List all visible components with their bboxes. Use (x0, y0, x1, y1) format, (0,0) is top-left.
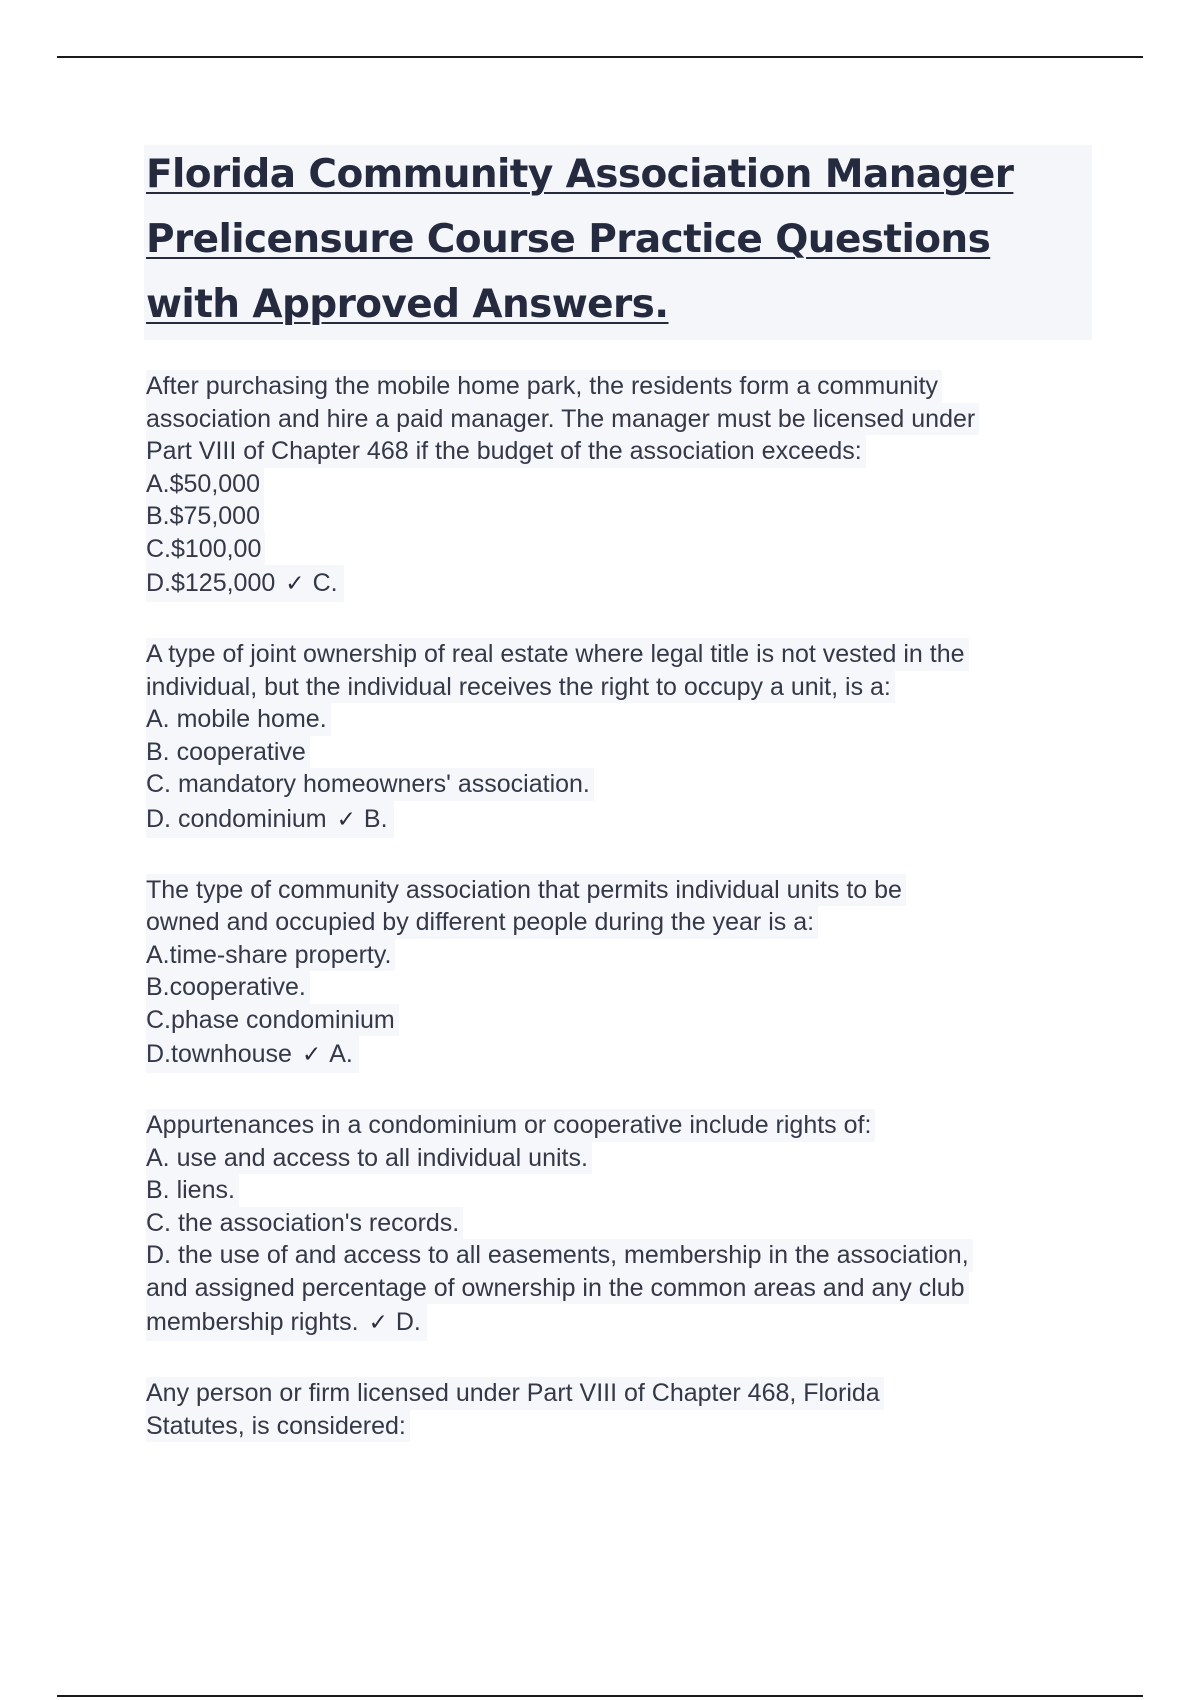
answer-option: B. liens. (146, 1174, 239, 1207)
answer-option: D. condominium (146, 804, 327, 833)
question-stem-line: Statutes, is considered: (146, 1410, 410, 1443)
answer-option: D. the use of and access to all easements, membership in the association, (146, 1239, 973, 1272)
answer-option: C.$100,00 (146, 533, 265, 566)
answer-option: A.$50,000 (146, 468, 264, 501)
answer-option: B.cooperative. (146, 971, 310, 1004)
answer-option: C. the association's records. (146, 1207, 463, 1240)
question-stem-line: A type of joint ownership of real estate where legal title is not vested in the (146, 638, 969, 671)
question-list (146, 370, 1096, 1478)
question-item (146, 874, 1096, 1074)
title-line: Florida Community Association Manager (146, 152, 1014, 197)
correct-answer: D. (395, 1308, 421, 1336)
answer-option: A. mobile home. (146, 703, 331, 736)
answer-option-continued: membership rights. (146, 1308, 359, 1336)
answer-option: C. mandatory homeowners' association. (146, 768, 594, 801)
final-option-with-answer (146, 801, 394, 838)
answer-option: A.time-share property. (146, 939, 395, 972)
final-option-with-answer (146, 1036, 359, 1073)
answer-option: B.$75,000 (146, 500, 264, 533)
answer-option: D.$125,000 (146, 569, 276, 597)
question-stem-line: Appurtenances in a condominium or cooperative include rights of: (146, 1109, 875, 1142)
question-item (146, 370, 1096, 602)
question-stem-line: association and hire a paid manager. The manager must be licensed under (146, 403, 979, 436)
answer-option: A. use and access to all individual units. (146, 1142, 592, 1175)
answer-option: D.townhouse (146, 1040, 292, 1068)
correct-answer: C. (312, 569, 338, 597)
question-stem-line: Part VIII of Chapter 468 if the budget of the association exceeds: (146, 435, 866, 468)
question-item (146, 1109, 1096, 1341)
answer-option: C.phase condominium (146, 1004, 399, 1037)
final-option-with-answer (146, 1304, 427, 1341)
question-stem-line: individual, but the individual receives the right to occupy a unit, is a: (146, 671, 895, 704)
check-icon: ✓ (285, 571, 305, 597)
title-line: Prelicensure Course Practice Questions (146, 217, 991, 262)
question-stem-line: After purchasing the mobile home park, the residents form a community (146, 370, 942, 403)
check-icon: ✓ (368, 1310, 388, 1336)
question-stem-line: The type of community association that permits individual units to be (146, 874, 906, 907)
footer-rule (57, 1695, 1143, 1697)
document-title (146, 142, 1092, 337)
answer-option-continued: and assigned percentage of ownership in the common areas and any club (146, 1272, 969, 1305)
final-option-with-answer (146, 565, 344, 602)
title-block (144, 145, 1092, 340)
question-item (146, 1377, 1096, 1442)
correct-answer: A. (329, 1040, 353, 1068)
correct-answer: B. (363, 804, 388, 833)
header-rule (57, 56, 1143, 58)
title-line: with Approved Answers. (146, 282, 669, 327)
question-item (146, 638, 1096, 838)
check-icon: ✓ (301, 1042, 322, 1068)
question-stem-line: owned and occupied by different people during the year is a: (146, 906, 818, 939)
check-icon: ✓ (336, 806, 356, 833)
question-stem-line: Any person or firm licensed under Part VIII of Chapter 468, Florida (146, 1377, 884, 1410)
answer-option: B. cooperative (146, 736, 310, 769)
